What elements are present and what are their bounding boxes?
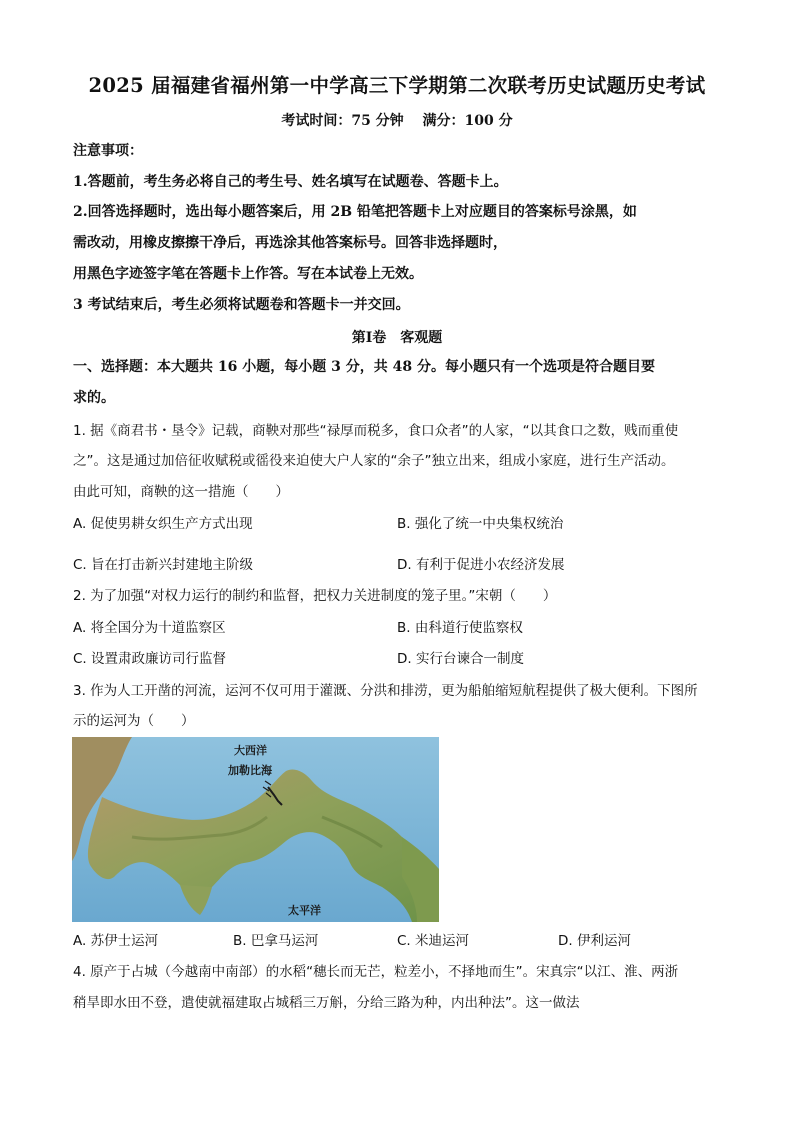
question-3-option-c[interactable]: C. 米迪运河 [397, 933, 470, 949]
question-3-option-b[interactable]: B. 巴拿马运河 [233, 933, 319, 949]
question-3-option-d[interactable]: D. 伊利运河 [558, 933, 631, 949]
question-3-line-2: 示的运河为（ ） [73, 713, 195, 729]
panama-canal-map [72, 737, 439, 922]
question-4-line-1: 4. 原产于占城（今越南中南部）的水稻“穗长而无芒，粒差小，不择地而生”。宋真宗“以江、淮、两浙 [73, 964, 679, 980]
notice-heading: 注意事项： [73, 143, 143, 159]
notice-item-3: 3 考试结束后，考生必须将试题卷和答题卡一并交回。 [73, 297, 410, 313]
notice-item-2-line-1: 2.回答选择题时，选出每小题答案后，用 2B 铅笔把答题卡上对应题目的答案标号涂黑，如 [73, 204, 637, 220]
exam-subtitle: 考试时间：75 分钟 满分：100 分 [281, 113, 513, 129]
question-1-option-a[interactable]: A. 促使男耕女织生产方式出现 [73, 516, 253, 532]
question-1-option-b[interactable]: B. 强化了统一中央集权统治 [397, 516, 564, 532]
question-2-option-a[interactable]: A. 将全国分为十道监察区 [73, 620, 226, 636]
question-2-option-b[interactable]: B. 由科道行使监察权 [397, 620, 523, 636]
question-1-line-3: 由此可知，商鞅的这一措施（ ） [73, 484, 289, 500]
question-1-line-1: 1. 据《商君书・垦令》记载，商鞅对那些“禄厚而税多，食口众者”的人家，“以其食口之数，贱而重使 [73, 423, 679, 439]
question-4-line-2: 稍旱即水田不登，遣使就福建取占城稻三万斛，分给三路为种，内出种法”。这一做法 [73, 995, 580, 1011]
question-1-line-2: 之”。这是通过加倍征收赋税或徭役来迫使大户人家的“余子”独立出来，组成小家庭，进行生产活动。 [73, 453, 675, 469]
map-label-atlantic: 大西洋 [234, 744, 267, 757]
notice-item-1: 1.答题前，考生务必将自己的考生号、姓名填写在试题卷、答题卡上。 [73, 174, 508, 190]
question-1-option-c[interactable]: C. 旨在打击新兴封建地主阶级 [73, 557, 254, 573]
exam-title: 2025 届福建省福州第一中学高三下学期第二次联考历史试题历史考试 [88, 74, 706, 97]
notice-item-2-line-3: 用黑色字迹签字笔在答题卡上作答。写在本试卷上无效。 [73, 266, 423, 282]
question-3-option-a[interactable]: A. 苏伊士运河 [73, 933, 159, 949]
question-2-line-1: 2. 为了加强“对权力运行的制约和监督，把权力关进制度的笼子里。”宋朝（ ） [73, 588, 557, 604]
map-label-caribbean: 加勒比海 [228, 764, 272, 777]
question-2-option-d[interactable]: D. 实行台谏合一制度 [397, 651, 524, 667]
question-2-option-c[interactable]: C. 设置肃政廉访司行监督 [73, 651, 227, 667]
map-label-pacific: 太平洋 [288, 904, 321, 917]
part1-heading: 第Ⅰ卷 客观题 [351, 330, 443, 346]
part1-instruction-line-1: 一、选择题：本大题共 16 小题，每小题 3 分，共 48 分。每小题只有一个选项是符合题目要 [73, 359, 655, 375]
question-3-line-1: 3. 作为人工开凿的河流，运河不仅可用于灌溉、分洪和排涝，更为船舶缩短航程提供了极大便利。下图所 [73, 683, 698, 699]
question-1-option-d[interactable]: D. 有利于促进小农经济发展 [397, 557, 565, 573]
part1-instruction-line-2: 求的。 [73, 390, 115, 406]
notice-item-2-line-2: 需改动，用橡皮擦擦干净后，再选涂其他答案标号。回答非选择题时， [73, 235, 507, 251]
